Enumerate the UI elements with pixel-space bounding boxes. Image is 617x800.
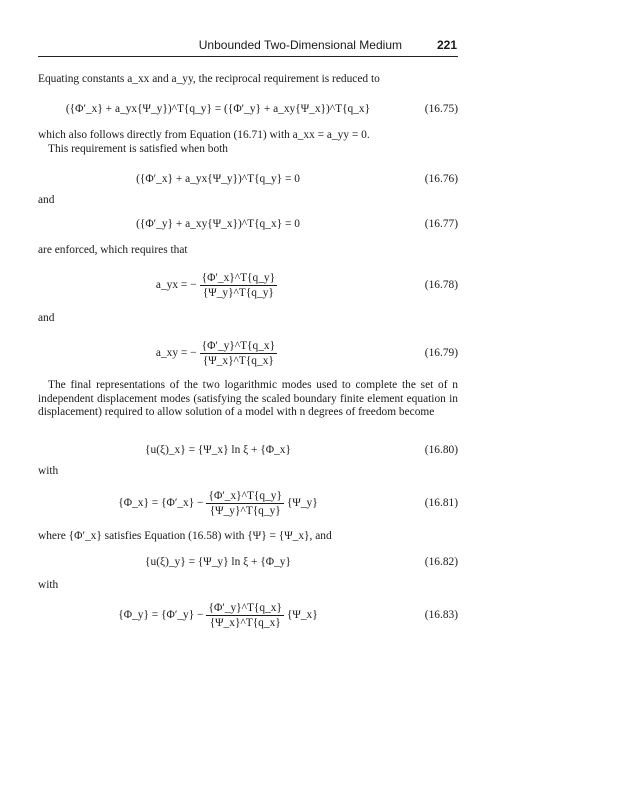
- fraction-numerator: {Φ′_x}^T{q_y}: [208, 489, 282, 502]
- paragraph: which also follows directly from Equation (16.71) with a_xx = a_yy = 0.: [38, 129, 370, 141]
- fraction: [200, 272, 277, 299]
- running-title: Unbounded Two-Dimensional Medium: [198, 38, 402, 52]
- equation-lhs: a_yx = −: [155, 279, 197, 291]
- page-number: 221: [436, 38, 457, 52]
- equation-number: (16.82): [424, 556, 458, 568]
- equation-number: (16.81): [424, 497, 458, 509]
- equation-body: {u(ξ)_x} = {Ψ_x} ln ξ + {Φ_x}: [145, 444, 291, 456]
- paragraph: and: [38, 312, 55, 324]
- paragraph: with: [38, 465, 59, 477]
- equation: [38, 435, 458, 465]
- equation-number: (16.76): [424, 173, 458, 185]
- equation-body: {u(ξ)_y} = {Ψ_y} ln ξ + {Φ_y}: [145, 556, 291, 568]
- paragraph: and: [38, 194, 55, 206]
- fraction: [206, 490, 283, 517]
- paragraph: where {Φ′_x} satisfies Equation (16.58) with {Ψ} = {Ψ_x}, and: [38, 530, 332, 542]
- paragraph: are enforced, which requires that: [38, 244, 188, 256]
- equation-lhs: {Φ_x} = {Φ′_x} −: [118, 497, 204, 509]
- equation-number: (16.78): [424, 279, 458, 291]
- equation-body: [38, 485, 398, 521]
- equation-lhs: a_xy = −: [155, 347, 197, 359]
- equation-number: (16.75): [424, 103, 458, 115]
- paragraph: This requirement is satisfied when both: [48, 143, 228, 155]
- fraction-denominator: {Ψ_y}^T{q_y}: [209, 504, 281, 517]
- header-rule: [38, 56, 458, 57]
- fraction: [200, 340, 277, 367]
- equation-body: [38, 335, 398, 371]
- fraction-numerator: {Φ′_y}^T{q_x}: [208, 601, 282, 614]
- equation-body: ({Φ′_x} + a_yx{Ψ_y})^T{q_y} = ({Φ′_y} + a_xy{Ψ_x})^T{q_x}: [65, 103, 371, 115]
- fraction-numerator: {Φ′_x}^T{q_y}: [201, 271, 276, 284]
- equation-body: [38, 267, 398, 303]
- equation: [38, 485, 458, 521]
- paragraph: Equating constants a_xx and a_yy, the reciprocal requirement is reduced to: [38, 73, 380, 85]
- equation-number: (16.77): [424, 218, 458, 230]
- equation: [38, 335, 458, 371]
- equation: [38, 209, 458, 239]
- equation-rhs: {Ψ_x}: [286, 609, 318, 621]
- equation-lhs: {Φ_y} = {Φ′_y} −: [118, 609, 204, 621]
- equation: [38, 547, 458, 577]
- equation: [38, 267, 458, 303]
- equation-number: (16.79): [424, 347, 458, 359]
- paragraph: The final representations of the two logarithmic modes used to complete the set of n independent displacement modes (satisfying the scaled boundary finite element equation in displacement) required to allow solution of a model with n degrees of freedom become: [38, 379, 458, 419]
- equation-body: [38, 597, 398, 633]
- equation-number: (16.83): [424, 609, 458, 621]
- equation-body: ({Φ′_x} + a_yx{Ψ_y})^T{q_y} = 0: [136, 173, 300, 185]
- fraction: [206, 602, 283, 629]
- equation-number: (16.80): [424, 444, 458, 456]
- equation: [38, 164, 458, 194]
- equation: [38, 597, 458, 633]
- equation: [38, 94, 458, 124]
- paragraph: with: [38, 579, 59, 591]
- fraction-denominator: {Ψ_x}^T{q_x}: [209, 616, 281, 629]
- fraction-denominator: {Ψ_y}^T{q_y}: [202, 286, 274, 299]
- fraction-denominator: {Ψ_x}^T{q_x}: [202, 354, 274, 367]
- equation-rhs: {Ψ_y}: [286, 497, 318, 509]
- equation-body: ({Φ′_y} + a_xy{Ψ_x})^T{q_x} = 0: [136, 218, 300, 230]
- fraction-numerator: {Φ′_y}^T{q_x}: [201, 339, 276, 352]
